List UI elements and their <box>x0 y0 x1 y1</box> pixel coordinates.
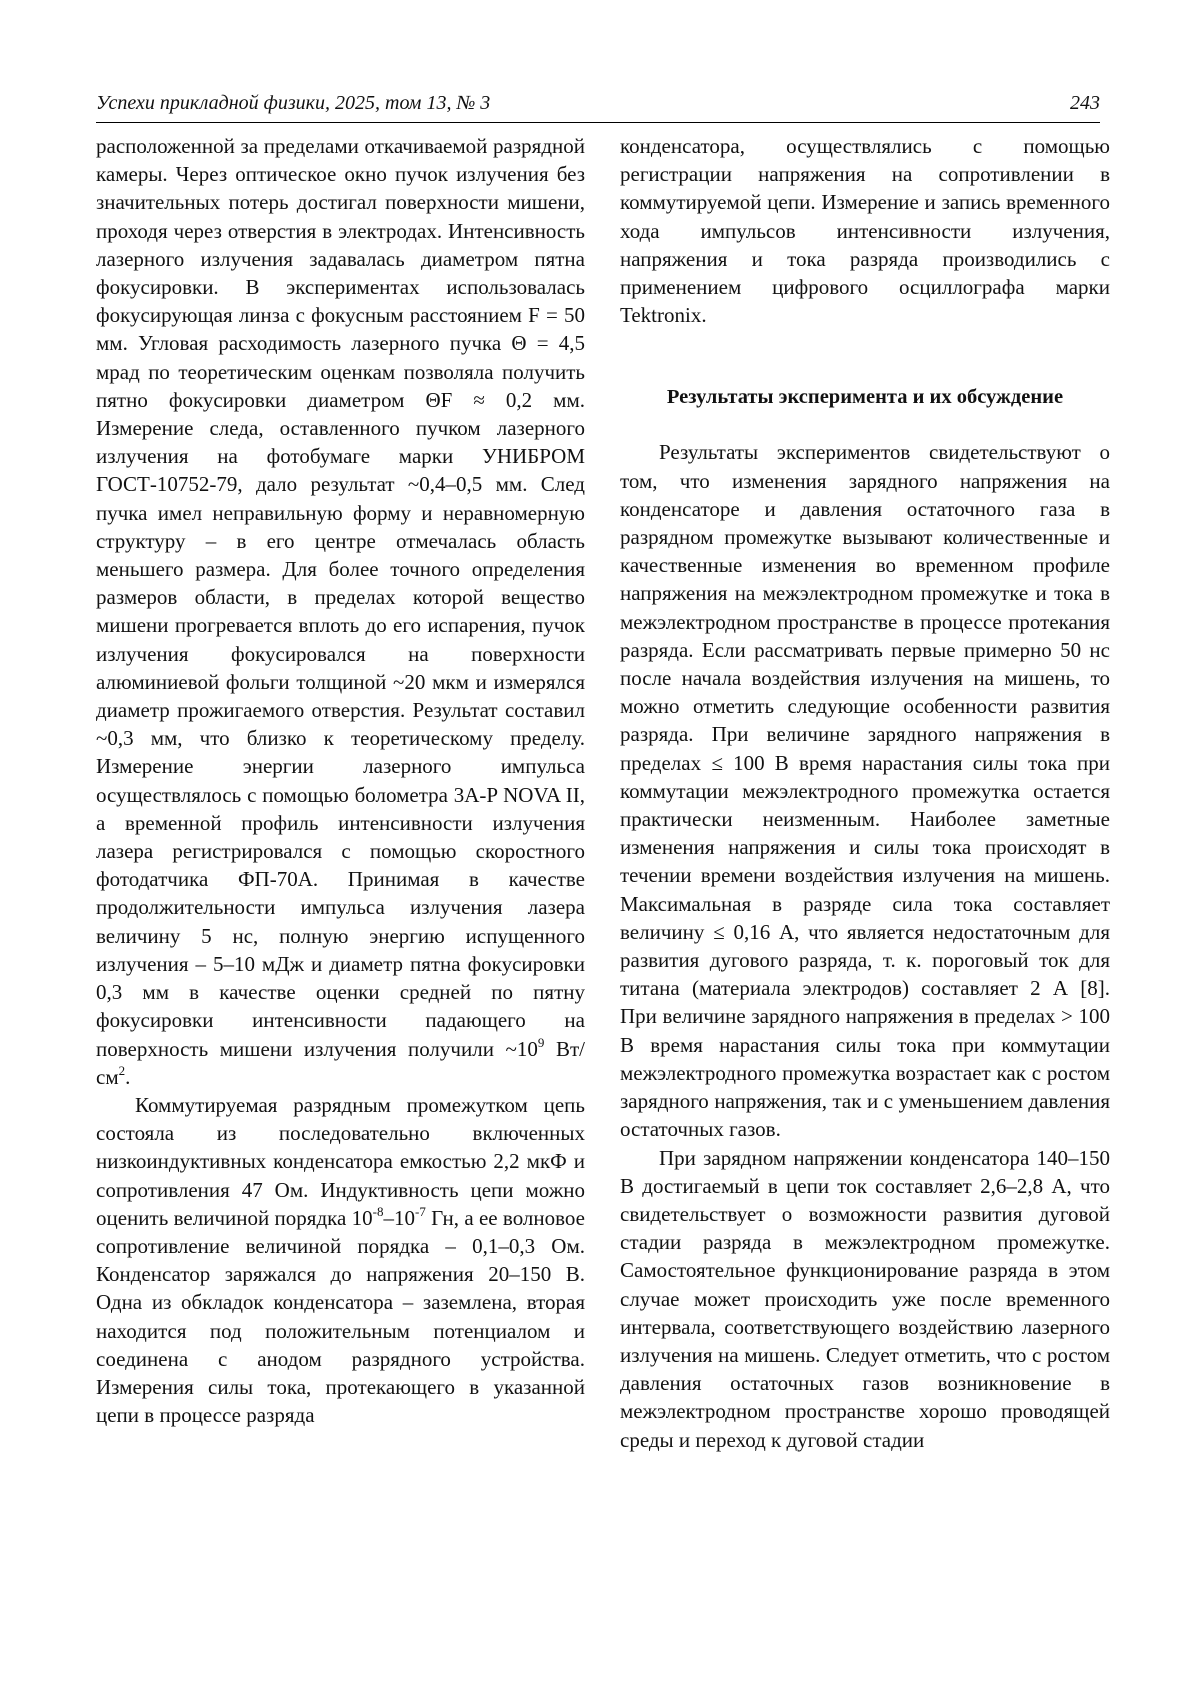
exponent: 9 <box>537 1034 545 1050</box>
period: . <box>125 1064 131 1089</box>
paragraph-arc-stage: При зарядном напряжении конденсатора 140–150 В достигаемый в цепи ток составляет 2,6–2,8 А, что свидетельствует о возможности развития дуговой стадии разряда в межэлектродном промежутке. Самостоятельное функционирование разряда в этом случае может происходить уже после временного интервала, соответствующего воздействию лазерного излучения на мишень. Следует отметить, что с ростом давления остаточных газов возникновение в межэлектродном пространстве хорошо проводящей среды и переход к дуговой стадии <box>620 1145 1110 1452</box>
running-header <box>96 92 1100 115</box>
paragraph-text: Коммутируемая разрядным промежутком цепь состояла из последовательно включенных низкоиндуктивных конденсатора емкостью 2,2 мкФ и сопротивления 47 Ом. Индуктивность цепи можно оценить величиной порядка 10 <box>96 1092 585 1230</box>
section-heading: Результаты эксперимента и их обсуждение <box>666 386 1064 409</box>
paragraph-measurement: конденсатора, осуществлялись с помощью регистрации напряжения на сопротивлении в коммутируемой цепи. Измерение и запись временного хода импульсов интенсивности излучения, напряжения и тока разряда производились с применением цифрового осциллографа марки Tektronix. <box>620 134 1110 328</box>
exponent: -8 <box>372 1203 384 1219</box>
exponent: 2 <box>118 1062 126 1078</box>
paragraph-laser-focus <box>96 132 585 1091</box>
right-column <box>620 132 1110 1454</box>
page-number: 243 <box>1070 92 1100 114</box>
paragraph-circuit <box>96 1091 585 1429</box>
paragraph-text: расположенной за пределами откачиваемой разрядной камеры. Через оптическое окно пучок излучения без значительных потерь достигал поверхности мишени, проходя через отверстия в электродах. Интенсивность лазерного излучения задавалась диаметром пятна фокусировки. В экспериментах использовалась фокусирующая линза с фокусным расстоянием F = 50 мм. Угловая расходимость лазерного пучка Θ = 4,5 мрад по теоретическим оценкам позволяла получить пятно фокусировки диаметром ΘF ≈ 0,2 мм. Измерение следа, оставленного пучком лазерного излучения на фотобумаге марки УНИБРОМ ГОСТ-10752-79, дало результат ~0,4–0,5 мм. След пучка имел неправильную форму и неравномерную структуру – в его центре отмечалась область меньшего размера. Для более точного определения размеров области, в пределах которой вещество мишени прогревается вплоть до его испарения, пучок излучения фокусировался на поверхности алюминиевой фольги толщиной ~20 мкм и измерялся диаметр прожигаемого отверстия. Результат составил ~0,3 мм, что близко к теоретическому пределу. Измерение энергии лазерного импульса осуществлялось с помощью болометра 3A-P NOVA II, а временной профиль интенсивности излучения лазера регистрировался с помощью скоростного фотодатчика ФП-70А. Принимая в качестве продолжительности импульса излучения лазера величину 5 нс, полную энергию испущенного излучения – 5–10 мДж и диаметр пятна фокусировки 0,3 мм в качестве оценки средней по пятну фокусировки интенсивности падающего на поверхность мишени излучения получили ~10 <box>96 134 585 1061</box>
range-dash: –10 <box>383 1205 415 1230</box>
journal-title: Успехи прикладной физики, 2025, том 13, № 3 <box>96 92 491 114</box>
unit-text: Вт/см <box>96 1036 585 1089</box>
paragraph-results: Результаты экспериментов свидетельствуют о том, что изменения зарядного напряжения на конденсаторе и давления остаточного газа в разрядном промежутке вызывают количественные и качественные изменения во временном профиле напряжения на межэлектродном промежутке и тока в межэлектродном пространстве в процессе протекания разряда. Если рассматривать первые примерно 50 нс после начала воздействия излучения на мишень, то можно отметить следующие особенности развития разряда. При величине зарядного напряжения в пределах ≤ 100 В время нарастания силы тока при коммутации межэлектродного промежутка остается практически неизменным. Наиболее заметные изменения напряжения и силы тока происходят в течении времени воздействия излучения на мишень. Максимальная в разряде сила тока составляет величину ≤ 0,16 А, что является недостаточным для развития дугового разряда, т. к. пороговый ток для титана (материала электродов) составляет 2 А [8]. При величине зарядного напряжения в пределах > 100 В время нарастания силы тока при коммутации межэлектродного промежутка возрастает как с ростом зарядного напряжения, так и с уменьшением давления остаточных газов. <box>620 440 1110 1142</box>
header-rule <box>96 122 1100 123</box>
left-column <box>96 132 585 1429</box>
paragraph-text: Гн, а ее волновое сопротивление величиной порядка – 0,1–0,3 Ом. Конденсатор заряжался до напряжения 20–150 В. Одна из обкладок конденсатора – заземлена, вторая находится под положительным потенциалом и соединена с анодом разрядного устройства. Измерения силы тока, протекающего в указанной цепи в процессе разряда <box>96 1205 585 1428</box>
exponent: -7 <box>415 1203 426 1219</box>
